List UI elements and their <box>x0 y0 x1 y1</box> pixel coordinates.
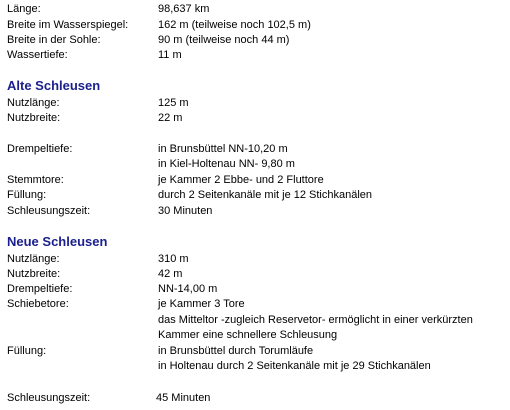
value-breite-wasserspiegel: 162 m (teilweise noch 102,5 m) <box>158 19 311 31</box>
heading-neue-schleusen: Neue Schleusen <box>7 234 108 249</box>
value-neue-schiebetore-1: je Kammer 3 Tore <box>158 298 245 310</box>
row-wassertiefe <box>7 47 507 63</box>
label-alte-nutzlaenge: Nutzlänge: <box>7 97 60 109</box>
value-neue-drempeltiefe: NN-14,00 m <box>158 283 218 295</box>
value-alte-nutzlaenge: 125 m <box>158 97 189 109</box>
label-neue-schiebetore: Schiebetore: <box>7 298 69 310</box>
label-neue-drempeltiefe: Drempeltiefe: <box>7 283 73 295</box>
label-alte-fuellung: Füllung: <box>7 189 47 201</box>
row-neue-schleusungszeit <box>7 390 507 406</box>
row-alte-schleusungszeit <box>7 203 507 219</box>
value-neue-schleusungszeit: 45 Minuten <box>156 392 211 404</box>
row-laenge <box>7 1 507 17</box>
label-laenge: Länge: <box>7 3 41 15</box>
heading-alte-schleusen: Alte Schleusen <box>7 78 101 93</box>
value-alte-nutzbreite: 22 m <box>158 112 183 124</box>
label-neue-nutzlaenge: Nutzlänge: <box>7 253 60 265</box>
row-neue-fuellung-2 <box>7 358 507 374</box>
row-alte-fuellung <box>7 187 507 203</box>
value-neue-schiebetore-3: Kammer eine schnellere Schleusung <box>158 329 338 341</box>
value-neue-schiebetore-2: das Mitteltor -zugleich Reservetor- ermöglicht in einer verkürzten <box>158 314 473 326</box>
value-neue-nutzbreite: 42 m <box>158 268 183 280</box>
label-neue-nutzbreite: Nutzbreite: <box>7 268 61 280</box>
value-alte-drempeltiefe-1: in Brunsbüttel NN-10,20 m <box>158 143 288 155</box>
row-alte-drempeltiefe-2 <box>7 156 507 172</box>
row-neue-schiebetore-3 <box>7 327 507 343</box>
row-alte-stemmtore <box>7 172 507 188</box>
value-breite-sohle: 90 m (teilweise noch 44 m) <box>158 34 290 46</box>
label-alte-stemmtore: Stemmtore: <box>7 174 64 186</box>
value-laenge: 98,637 km <box>158 3 210 15</box>
row-neue-schiebetore <box>7 296 507 312</box>
row-alte-nutzlaenge <box>7 95 507 111</box>
row-alte-drempeltiefe <box>7 141 507 157</box>
label-wassertiefe: Wassertiefe: <box>7 49 68 61</box>
label-neue-fuellung: Füllung: <box>7 345 47 357</box>
row-neue-nutzbreite <box>7 266 507 282</box>
row-neue-fuellung <box>7 343 507 359</box>
value-alte-stemmtore: je Kammer 2 Ebbe- und 2 Fluttore <box>158 174 324 186</box>
label-neue-schleusungszeit: Schleusungszeit: <box>7 392 91 404</box>
row-alte-nutzbreite <box>7 110 507 126</box>
row-neue-schiebetore-2 <box>7 312 507 328</box>
label-alte-drempeltiefe: Drempeltiefe: <box>7 143 73 155</box>
value-neue-nutzlaenge: 310 m <box>158 253 189 265</box>
row-neue-nutzlaenge <box>7 251 507 267</box>
label-breite-sohle: Breite in der Sohle: <box>7 34 101 46</box>
row-breite-sohle <box>7 32 507 48</box>
value-neue-fuellung-1: in Brunsbüttel durch Torumläufe <box>158 345 314 357</box>
value-wassertiefe: 11 m <box>158 49 182 61</box>
value-neue-fuellung-2: in Holtenau durch 2 Seitenkanäle mit je 29 Stichkanälen <box>158 360 431 372</box>
row-breite-wasserspiegel <box>7 17 507 33</box>
value-alte-drempeltiefe-2: in Kiel-Holtenau NN- 9,80 m <box>158 158 295 170</box>
value-alte-fuellung: durch 2 Seitenkanäle mit je 12 Stichkanälen <box>158 189 373 201</box>
value-alte-schleusungszeit: 30 Minuten <box>158 205 213 217</box>
label-alte-nutzbreite: Nutzbreite: <box>7 112 61 124</box>
label-breite-wasserspiegel: Breite im Wasserspiegel: <box>7 19 129 31</box>
label-alte-schleusungszeit: Schleusungszeit: <box>7 205 91 217</box>
row-neue-drempeltiefe <box>7 281 507 297</box>
